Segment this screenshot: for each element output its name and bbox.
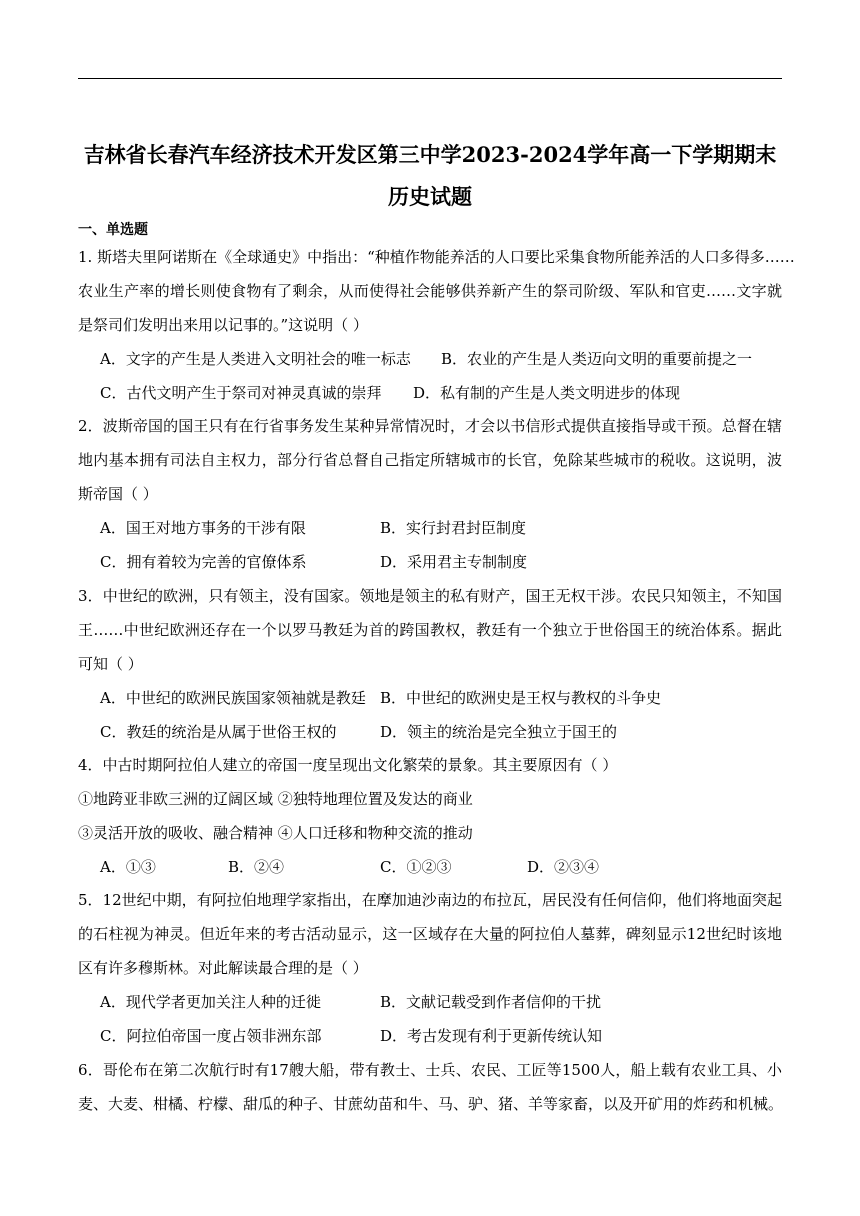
question-1-line-2: 农业生产率的增长则使食物有了剩余，从而使得社会能够供养新产生的祭司阶级、军队和官吏……文字就	[78, 282, 782, 300]
page-title: 吉林省长春汽车经济技术开发区第三中学2023-2024学年高一下学期期末	[83, 142, 777, 167]
question-4-line-1: 4．中古时期阿拉伯人建立的帝国一度呈现出文化繁荣的景象。其主要原因有（ ）	[78, 756, 618, 774]
header-rule	[78, 78, 782, 79]
question-1-line-3: 是祭司们发明出来用以记事的。”这说明（ ）	[78, 316, 368, 334]
question-3-option-c: C．教廷的统治是从属于世俗王权的	[100, 723, 337, 741]
question-5-option-b: B．文献记载受到作者信仰的干扰	[380, 993, 602, 1011]
question-2-option-b: B．实行封君封臣制度	[380, 519, 527, 537]
question-2-line-1: 2．波斯帝国的国王只有在行省事务发生某种异常情况时，才会以书信形式提供直接指导或干预。总督在辖	[78, 417, 782, 435]
question-2-line-3: 斯帝国（ ）	[78, 485, 158, 503]
question-2-line-2: 地内基本拥有司法自主权力，部分行省总督自己指定所辖城市的长官，免除某些城市的税收。这说明，波	[78, 451, 782, 469]
question-4-line-2: ①地跨亚非欧三洲的辽阔区域 ②独特地理位置及发达的商业	[78, 790, 473, 808]
question-5-line-1: 5．12世纪中期，有阿拉伯地理学家指出，在摩加迪沙南边的布拉瓦，居民没有任何信仰，他们将地面突起	[78, 891, 782, 909]
question-4-line-3: ③灵活开放的吸收、融合精神 ④人口迁移和物种交流的推动	[78, 824, 473, 842]
question-2-option-c: C．拥有着较为完善的官僚体系	[100, 553, 307, 571]
question-4-option-d: D．②③④	[527, 858, 600, 876]
question-3-option-d: D．领主的统治是完全独立于国王的	[380, 723, 618, 741]
question-1-option-c: C．古代文明产生于祭司对神灵真诚的崇拜	[100, 384, 382, 402]
question-4-option-b: B．②④	[228, 858, 285, 876]
question-3-option-a: A．中世纪的欧洲民族国家领袖就是教廷	[100, 689, 366, 707]
question-1-option-d: D．私有制的产生是人类文明进步的体现	[413, 384, 681, 402]
question-2-option-d: D．采用君主专制制度	[380, 553, 528, 571]
question-3-line-1: 3．中世纪的欧洲，只有领主，没有国家。领地是领主的私有财产，国王无权干涉。农民只知领主，不知国	[78, 587, 782, 605]
question-2-option-a: A．国王对地方事务的干涉有限	[100, 519, 306, 537]
question-3-option-b: B．中世纪的欧洲史是王权与教权的斗争史	[380, 689, 662, 707]
question-4-option-a: A．①③	[100, 858, 156, 876]
question-5-option-d: D．考古发现有利于更新传统认知	[380, 1027, 603, 1045]
question-1-option-a: A．文字的产生是人类进入文明社会的唯一标志	[100, 350, 411, 368]
question-5-line-2: 的石柱视为神灵。但近年来的考古活动显示，这一区域存在大量的阿拉伯人墓葬，碑刻显示12世纪时该地	[78, 925, 782, 943]
page-subtitle: 历史试题	[388, 184, 472, 209]
question-6-line-1: 6．哥伦布在第二次航行时有17艘大船，带有教士、士兵、农民、工匠等1500人，船上载有农业工具、小	[78, 1061, 782, 1079]
section-heading: 一、单选题	[78, 222, 148, 238]
question-3-line-2: 王……中世纪欧洲还存在一个以罗马教廷为首的跨国教权，教廷有一个独立于世俗国王的统治体系。据此	[78, 621, 782, 639]
question-3-line-3: 可知（ ）	[78, 655, 143, 673]
question-1-option-b: B．农业的产生是人类迈向文明的重要前提之一	[441, 350, 753, 368]
question-1-line-1: 1. 斯塔夫里阿诺斯在《全球通史》中指出：“种植作物能养活的人口要比采集食物所能养活的人口多得多……	[78, 248, 795, 266]
question-5-option-a: A．现代学者更加关注人种的迁徙	[100, 993, 321, 1011]
question-6-line-2: 麦、大麦、柑橘、柠檬、甜瓜的种子、甘蔗幼苗和牛、马、驴、猪、羊等家畜，以及开矿用的炸药和机械。	[78, 1095, 784, 1113]
question-5-line-3: 区有许多穆斯林。对此解读最合理的是（ ）	[78, 959, 368, 977]
question-4-option-c: C．①②③	[380, 858, 452, 876]
question-5-option-c: C．阿拉伯帝国一度占领非洲东部	[100, 1027, 322, 1045]
